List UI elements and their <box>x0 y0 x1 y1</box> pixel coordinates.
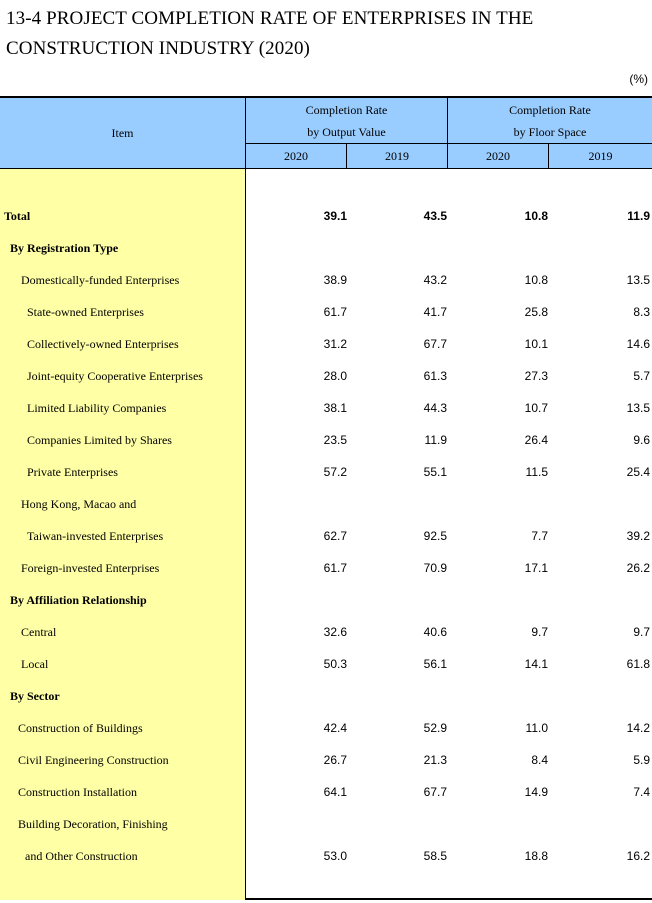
cell-floor-2019: 13.5 <box>626 401 650 415</box>
cell-output-2020: 57.2 <box>323 465 347 479</box>
table-row <box>0 808 652 840</box>
cell-output-2019: 67.7 <box>423 785 447 799</box>
row-label: Limited Liability Companies <box>27 401 167 415</box>
cell-floor-2019: 16.2 <box>626 849 650 863</box>
cell-floor-2020: 26.4 <box>524 433 548 447</box>
cell-floor-2019: 8.3 <box>633 305 650 319</box>
cell-output-2019: 55.1 <box>423 465 447 479</box>
cell-floor-2020: 9.7 <box>531 625 548 639</box>
table-row <box>0 744 652 776</box>
cell-output-2019: 92.5 <box>423 529 447 543</box>
table-row <box>0 264 652 296</box>
row-label: Total <box>4 209 31 223</box>
cell-output-2019: 52.9 <box>423 721 447 735</box>
table-row <box>0 328 652 360</box>
cell-floor-2020: 10.1 <box>524 337 548 351</box>
cell-floor-2019: 39.2 <box>626 529 650 543</box>
cell-output-2019: 61.3 <box>423 369 447 383</box>
cell-output-2020: 38.9 <box>323 273 347 287</box>
cell-output-2019: 67.7 <box>423 337 447 351</box>
table-row <box>0 712 652 744</box>
header-floor-line2: by Floor Space <box>513 124 587 139</box>
cell-output-2020: 39.1 <box>323 209 347 223</box>
header-year-output-2019: 2019 <box>347 144 448 168</box>
header-output-value <box>246 98 448 144</box>
cell-floor-2020: 14.1 <box>524 657 548 671</box>
table-row <box>0 584 652 616</box>
header-output-line1: Completion Rate <box>305 102 388 117</box>
cell-output-2020: 61.7 <box>323 305 347 319</box>
cell-output-2019: 58.5 <box>423 849 447 863</box>
table-row <box>0 424 652 456</box>
table-row <box>0 648 652 680</box>
cell-floor-2020: 8.4 <box>531 753 548 767</box>
title-line-1: 13-4 PROJECT COMPLETION RATE OF ENTERPRISES IN THE <box>6 8 534 29</box>
cell-floor-2020: 17.1 <box>524 561 548 575</box>
cell-floor-2020: 27.3 <box>524 369 548 383</box>
unit-label: (%) <box>629 72 648 86</box>
cell-output-2019: 11.9 <box>424 433 447 447</box>
cell-floor-2019: 11.9 <box>627 209 650 223</box>
row-label: Domestically-funded Enterprises <box>21 273 180 287</box>
cell-output-2020: 32.6 <box>323 625 347 639</box>
row-label: Private Enterprises <box>27 465 118 479</box>
table-row <box>0 296 652 328</box>
cell-output-2020: 61.7 <box>323 561 347 575</box>
cell-output-2020: 31.2 <box>323 337 347 351</box>
table-row <box>0 200 652 232</box>
cell-floor-2019: 26.2 <box>626 561 650 575</box>
table-title <box>6 4 646 64</box>
cell-output-2019: 43.2 <box>423 273 447 287</box>
cell-output-2020: 62.7 <box>323 529 347 543</box>
title-line-2: CONSTRUCTION INDUSTRY (2020) <box>6 38 310 59</box>
row-label: State-owned Enterprises <box>27 305 144 319</box>
table-row <box>0 616 652 648</box>
table-row <box>0 456 652 488</box>
row-label: Taiwan-invested Enterprises <box>27 529 164 543</box>
data-table <box>0 96 652 900</box>
cell-floor-2019: 25.4 <box>626 465 650 479</box>
cell-output-2020: 42.4 <box>323 721 347 735</box>
cell-floor-2019: 5.7 <box>633 369 650 383</box>
cell-floor-2020: 18.8 <box>524 849 548 863</box>
cell-floor-2019: 5.9 <box>633 753 650 767</box>
row-label: Local <box>21 657 49 671</box>
cell-output-2020: 28.0 <box>323 369 347 383</box>
row-label: Foreign-invested Enterprises <box>21 561 160 575</box>
header-year-floor-2020: 2020 <box>448 144 549 168</box>
header-output-line2: by Output Value <box>307 124 386 139</box>
table-row <box>0 488 652 520</box>
cell-floor-2019: 9.7 <box>633 625 650 639</box>
cell-output-2020: 64.1 <box>323 785 347 799</box>
cell-floor-2019: 61.8 <box>626 657 650 671</box>
cell-floor-2019: 14.2 <box>626 721 650 735</box>
row-label: Joint-equity Cooperative Enterprises <box>27 369 203 383</box>
row-label: Collectively-owned Enterprises <box>27 337 179 351</box>
cell-floor-2020: 7.7 <box>531 529 548 543</box>
cell-output-2019: 44.3 <box>423 401 447 415</box>
header-item: Item <box>0 98 246 168</box>
cell-output-2020: 26.7 <box>323 753 347 767</box>
header-floor-space <box>448 98 652 144</box>
cell-output-2020: 38.1 <box>323 401 347 415</box>
cell-floor-2019: 14.6 <box>626 337 650 351</box>
row-label: Central <box>21 625 57 639</box>
cell-floor-2020: 11.5 <box>525 465 548 479</box>
table-row <box>0 520 652 552</box>
cell-output-2019: 40.6 <box>423 625 447 639</box>
cell-output-2020: 50.3 <box>323 657 347 671</box>
header-floor-line1: Completion Rate <box>509 102 591 117</box>
table-body <box>0 169 652 900</box>
header-year-output-2020: 2020 <box>246 144 347 168</box>
row-label: Civil Engineering Construction <box>18 753 169 767</box>
row-label: Construction Installation <box>18 785 137 799</box>
cell-floor-2020: 25.8 <box>524 305 548 319</box>
table-row <box>0 360 652 392</box>
table-row <box>0 840 652 872</box>
cell-output-2020: 53.0 <box>323 849 347 863</box>
row-label: Building Decoration, Finishing <box>18 817 168 831</box>
table-row <box>0 552 652 584</box>
cell-floor-2019: 9.6 <box>633 433 650 447</box>
row-label: By Registration Type <box>10 241 119 255</box>
table-row <box>0 392 652 424</box>
row-label: Hong Kong, Macao and <box>21 497 137 511</box>
cell-output-2019: 43.5 <box>423 209 447 223</box>
cell-floor-2019: 7.4 <box>633 785 650 799</box>
cell-floor-2019: 13.5 <box>626 273 650 287</box>
row-label: Construction of Buildings <box>18 721 143 735</box>
row-label: Companies Limited by Shares <box>27 433 172 447</box>
table-row <box>0 680 652 712</box>
table-header <box>0 98 652 169</box>
cell-floor-2020: 10.8 <box>524 273 548 287</box>
header-year-floor-2019: 2019 <box>588 148 613 163</box>
cell-output-2019: 70.9 <box>423 561 447 575</box>
cell-floor-2020: 11.0 <box>525 721 548 735</box>
table-rows <box>0 200 652 872</box>
cell-output-2019: 41.7 <box>423 305 447 319</box>
cell-floor-2020: 10.8 <box>524 209 548 223</box>
row-label: By Sector <box>10 689 60 703</box>
table-row <box>0 776 652 808</box>
cell-output-2019: 56.1 <box>423 657 447 671</box>
cell-output-2019: 21.3 <box>423 753 447 767</box>
cell-floor-2020: 10.7 <box>524 401 548 415</box>
cell-floor-2020: 14.9 <box>524 785 548 799</box>
row-label: and Other Construction <box>25 849 138 863</box>
cell-output-2020: 23.5 <box>323 433 347 447</box>
table-row <box>0 232 652 264</box>
row-label: By Affiliation Relationship <box>10 593 147 607</box>
